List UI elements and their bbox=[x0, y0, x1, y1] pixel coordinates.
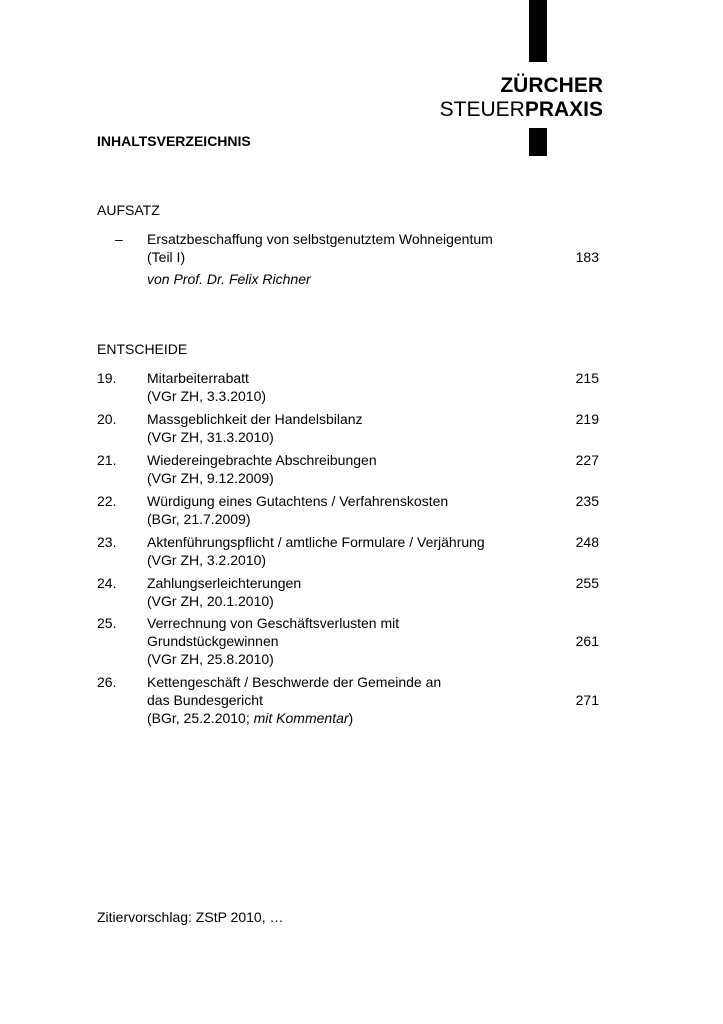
decision-entry-24 bbox=[97, 574, 599, 610]
entry-title: Würdigung eines Gutachtens / Verfahrenskosten bbox=[147, 493, 449, 509]
entry-body bbox=[147, 614, 599, 668]
logo-line-2-bold: PRAXIS bbox=[524, 98, 603, 121]
entry-page: 235 bbox=[575, 493, 599, 509]
journal-logo bbox=[440, 74, 603, 122]
decision-entry-25 bbox=[97, 614, 599, 668]
entry-court: (VGr ZH, 3.2.2010) bbox=[147, 552, 267, 568]
entry-body bbox=[147, 492, 599, 528]
entry-title: Aktenführungspflicht / amtliche Formulare / Verjährung bbox=[147, 534, 485, 550]
entry-court: (BGr, 21.7.2009) bbox=[147, 511, 251, 527]
decision-entry-26 bbox=[97, 673, 599, 727]
entry-court-prefix: (BGr, 25.2.2010; bbox=[147, 710, 254, 726]
entry-number: 23. bbox=[97, 534, 117, 550]
entry-body bbox=[147, 673, 599, 727]
entry-court-suffix: ) bbox=[348, 710, 354, 726]
entry-body bbox=[147, 230, 599, 288]
entry-court-comment: mit Kommentar bbox=[253, 710, 349, 726]
decision-entry-22 bbox=[97, 492, 599, 528]
entry-title: Zahlungserleichterungen bbox=[147, 575, 302, 591]
decision-entry-20 bbox=[97, 410, 599, 446]
entry-page: 248 bbox=[575, 534, 599, 550]
entry-court: (VGr ZH, 25.8.2010) bbox=[147, 651, 274, 667]
logo-line-1: ZÜRCHER bbox=[500, 74, 603, 97]
entry-page: 261 bbox=[575, 633, 599, 649]
entry-page: 183 bbox=[575, 249, 599, 265]
logo-line-2-normal: STEUER bbox=[439, 98, 525, 121]
entry-page: 215 bbox=[575, 370, 599, 386]
entry-title: Massgeblichkeit der Handelsbilanz bbox=[147, 411, 363, 427]
entry-number: 22. bbox=[97, 493, 117, 509]
logo-bar-bottom bbox=[529, 128, 547, 156]
entry-body bbox=[147, 533, 599, 569]
entry-number: 26. bbox=[97, 674, 117, 690]
entry-author: von Prof. Dr. Felix Richner bbox=[147, 271, 311, 287]
entry-title: Kettengeschäft / Beschwerde der Gemeinde an bbox=[147, 674, 442, 690]
section-entscheide-label: ENTSCHEIDE bbox=[97, 341, 188, 357]
entry-page: 255 bbox=[575, 575, 599, 591]
entry-number: 21. bbox=[97, 452, 117, 468]
page-title: INHALTSVERZEICHNIS bbox=[97, 133, 251, 149]
entry-marker: – bbox=[115, 231, 123, 247]
entry-title: Verrechnung von Geschäftsverlusten mit bbox=[147, 615, 400, 631]
entry-title-line-2: das Bundesgericht bbox=[147, 692, 263, 708]
section-aufsatz-label: AUFSATZ bbox=[97, 202, 160, 218]
entry-body bbox=[147, 451, 599, 487]
decision-entry-23 bbox=[97, 533, 599, 569]
entry-number: 25. bbox=[97, 615, 117, 631]
entry-court: (VGr ZH, 9.12.2009) bbox=[147, 470, 274, 486]
entry-number: 19. bbox=[97, 370, 117, 386]
entry-court: (VGr ZH, 3.3.2010) bbox=[147, 388, 267, 404]
entry-page: 219 bbox=[575, 411, 599, 427]
entry-title-line-1: Ersatzbeschaffung von selbstgenutztem Wohneigentum bbox=[147, 231, 493, 247]
entry-number: 20. bbox=[97, 411, 117, 427]
entry-title-line-2: Grundstückgewinnen bbox=[147, 633, 279, 649]
aufsatz-entry bbox=[97, 230, 599, 288]
entry-body bbox=[147, 410, 599, 446]
entry-body bbox=[147, 369, 599, 405]
entry-page: 227 bbox=[575, 452, 599, 468]
entry-page: 271 bbox=[575, 692, 599, 708]
decision-entry-19 bbox=[97, 369, 599, 405]
entry-court bbox=[147, 709, 549, 727]
entry-body bbox=[147, 574, 599, 610]
citation-note: Zitiervorschlag: ZStP 2010, … bbox=[97, 909, 284, 925]
logo-line-2 bbox=[440, 98, 603, 122]
entry-title: Mitarbeiterrabatt bbox=[147, 370, 249, 386]
logo-bar-top bbox=[529, 0, 547, 62]
entry-title: Wiedereingebrachte Abschreibungen bbox=[147, 452, 377, 468]
entry-title-line-2: (Teil I) bbox=[147, 249, 186, 265]
decision-entry-21 bbox=[97, 451, 599, 487]
entry-court: (VGr ZH, 20.1.2010) bbox=[147, 593, 274, 609]
entry-number: 24. bbox=[97, 575, 117, 591]
entry-court: (VGr ZH, 31.3.2010) bbox=[147, 429, 274, 445]
